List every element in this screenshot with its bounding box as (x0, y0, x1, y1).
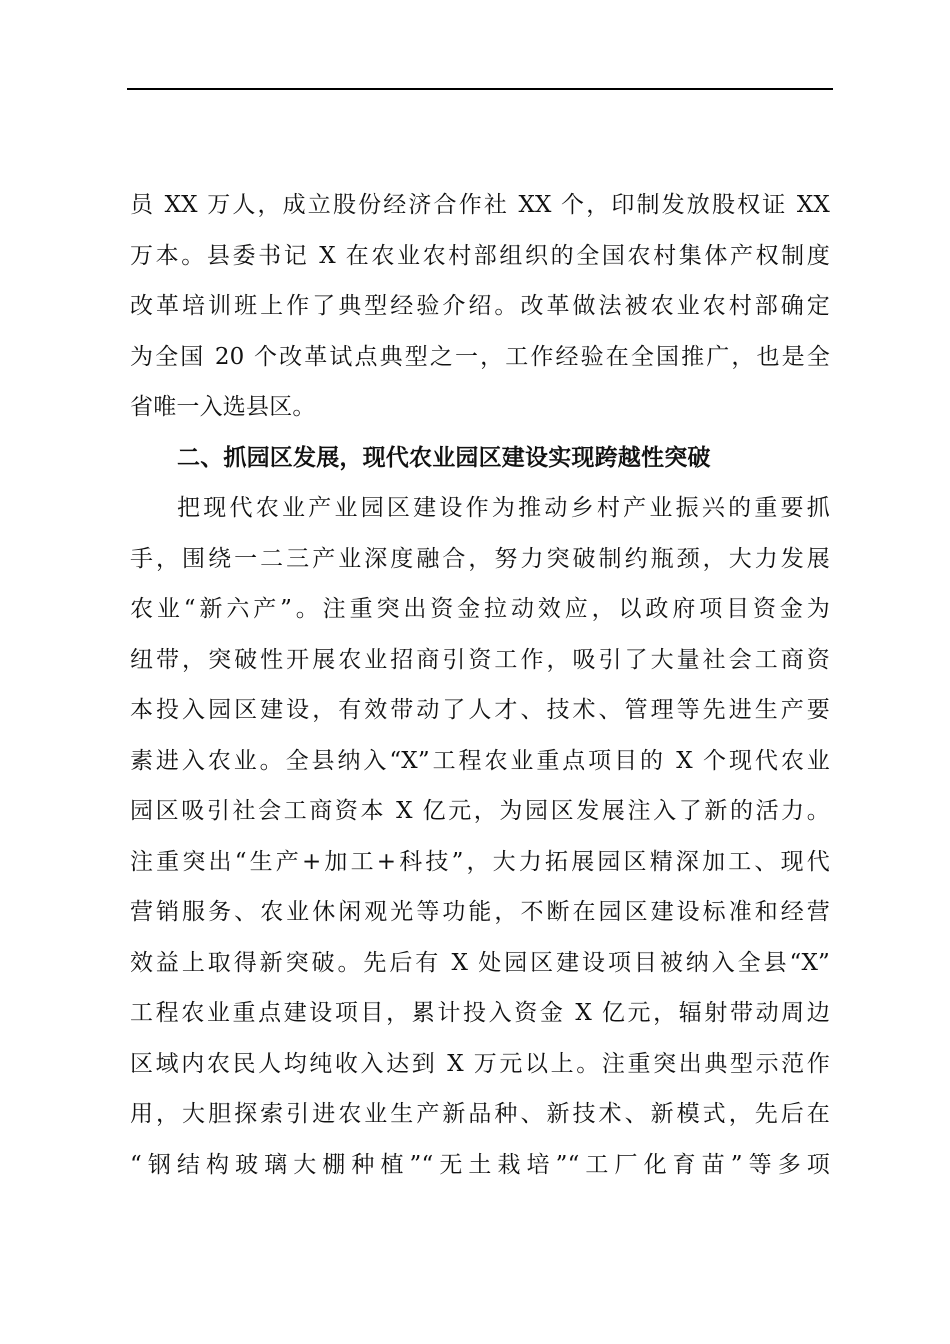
paragraph-line: 素进入农业。全县纳入“X”工程农业重点项目的 X 个现代农业 (130, 747, 830, 774)
header-rule (127, 88, 833, 90)
paragraph-line: “钢结构玻璃大棚种植”“无土栽培”“工厂化育苗”等多项 (130, 1151, 830, 1178)
paragraph-line: 万本。县委书记 X 在农业农村部组织的全国农村集体产权制度 (130, 242, 830, 269)
paragraph-line: 效益上取得新突破。先后有 X 处园区建设项目被纳入全县“X” (130, 949, 830, 976)
paragraph-line: 改革培训班上作了典型经验介绍。改革做法被农业农村部确定 (130, 293, 830, 319)
paragraph-line: 员 XX 万人，成立股份经济合作社 XX 个，印制发放股权证 XX (130, 192, 830, 218)
paragraph-line: 把现代农业产业园区建设作为推动乡村产业振兴的重要抓 (177, 495, 830, 521)
section-heading: 二、抓园区发展，现代农业园区建设实现跨越性突破 (177, 444, 711, 471)
paragraph-line: 营销服务、农业休闲观光等功能，不断在园区建设标准和经营 (130, 899, 830, 925)
paragraph-line: 区域内农民人均纯收入达到 X 万元以上。注重突出典型示范作 (130, 1050, 830, 1077)
document-body (130, 180, 830, 1190)
paragraph-line: 园区吸引社会工商资本 X 亿元，为园区发展注入了新的活力。 (130, 798, 830, 824)
paragraph-line: 用，大胆探索引进农业生产新品种、新技术、新模式，先后在 (130, 1101, 830, 1127)
paragraph-line: 省唯一入选县区。 (130, 394, 316, 420)
paragraph-line: 为全国 20 个改革试点典型之一，工作经验在全国推广，也是全 (130, 343, 830, 370)
paragraph-line: 纽带，突破性开展农业招商引资工作，吸引了大量社会工商资 (130, 646, 830, 673)
paragraph-line: 工程农业重点建设项目，累计投入资金 X 亿元，辐射带动周边 (130, 1000, 830, 1026)
paragraph-line: 农业“新六产”。注重突出资金拉动效应，以政府项目资金为 (130, 596, 830, 622)
paragraph-line: 注重突出“生产+加工+科技”，大力拓展园区精深加工、现代 (130, 848, 830, 875)
paragraph-line: 手，围绕一二三产业深度融合，努力突破制约瓶颈，大力发展 (130, 545, 830, 572)
paragraph-line: 本投入园区建设，有效带动了人才、技术、管理等先进生产要 (130, 697, 830, 723)
